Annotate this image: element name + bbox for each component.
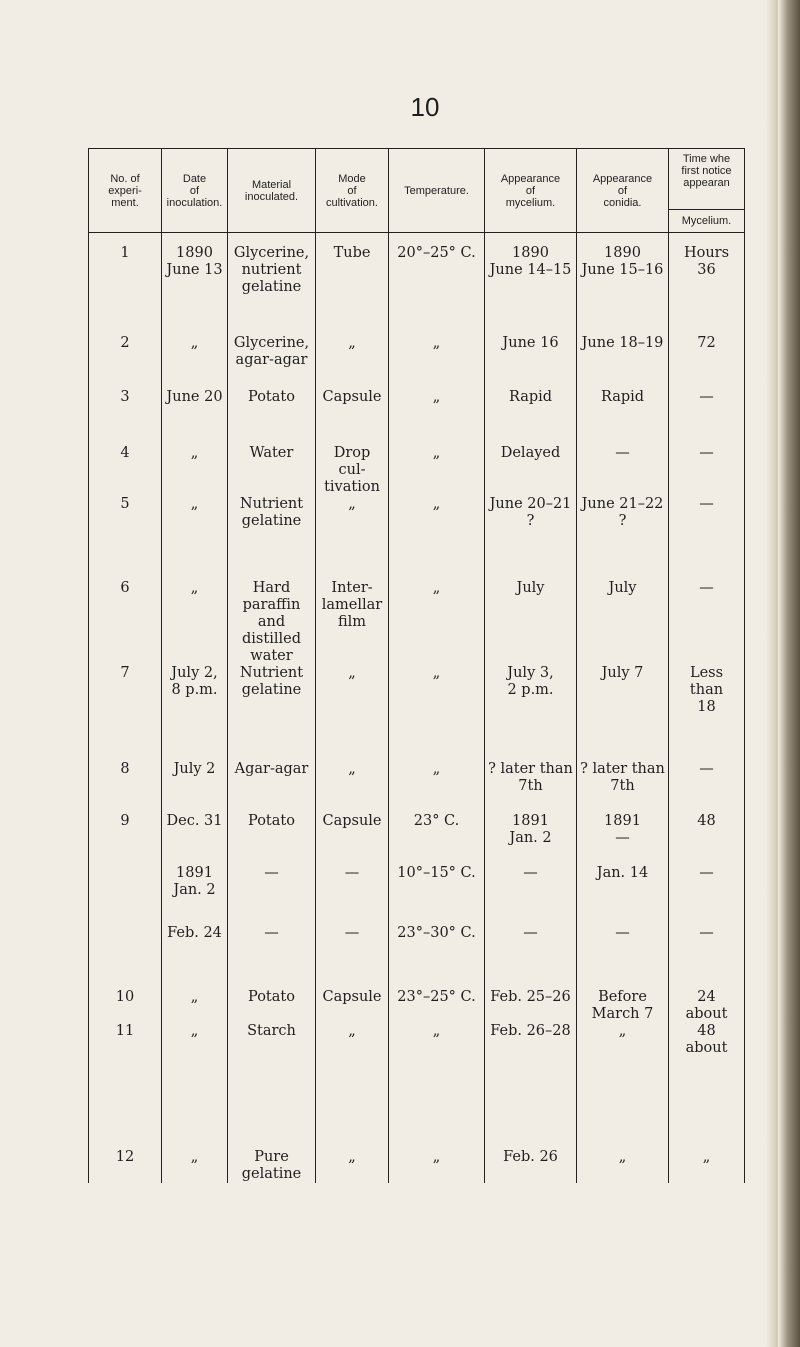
cell-time-noticed: 72 <box>669 335 745 389</box>
cell-inoculation-date: „ <box>162 1149 228 1183</box>
cell-material: Agar-agar <box>228 761 316 813</box>
page-number: 10 <box>410 92 440 122</box>
cell-time-noticed: — <box>669 496 745 580</box>
cell-conidia-appearance: ? later than 7th <box>577 761 669 813</box>
cell-mycelium-appearance: June 16 <box>485 335 577 389</box>
cell-cultivation-mode: Capsule <box>316 813 389 865</box>
cell-inoculation-date: Dec. 31 <box>162 813 228 865</box>
cell-material: Potato <box>228 389 316 445</box>
cell-conidia-appearance: Jan. 14 <box>577 865 669 925</box>
table-row <box>89 233 745 336</box>
table-row <box>89 989 745 1023</box>
cell-conidia-appearance: Rapid <box>577 389 669 445</box>
cell-material: Hard paraffin and distilled water <box>228 580 316 665</box>
cell-experiment-no: 8 <box>89 761 162 813</box>
cell-mycelium-appearance: Feb. 25–26 <box>485 989 577 1023</box>
cell-temperature: „ <box>389 580 485 665</box>
cell-cultivation-mode: Capsule <box>316 389 389 445</box>
cell-mycelium-appearance: 1891 Jan. 2 <box>485 813 577 865</box>
cell-time-noticed: — <box>669 865 745 925</box>
cell-inoculation-date: Feb. 24 <box>162 925 228 989</box>
cell-temperature: „ <box>389 445 485 496</box>
cell-conidia-appearance: June 18–19 <box>577 335 669 389</box>
cell-mycelium-appearance: ? later than 7th <box>485 761 577 813</box>
cell-conidia-appearance: 1891 — <box>577 813 669 865</box>
cell-conidia-appearance: — <box>577 445 669 496</box>
cell-conidia-appearance: Before March 7 <box>577 989 669 1023</box>
cell-temperature: „ <box>389 335 485 389</box>
cell-time-noticed: — <box>669 389 745 445</box>
cell-inoculation-date: „ <box>162 580 228 665</box>
cell-inoculation-date: „ <box>162 496 228 580</box>
cell-time-noticed: 24 about <box>669 989 745 1023</box>
cell-experiment-no: 12 <box>89 1149 162 1183</box>
cell-conidia-appearance: 1890 June 15–16 <box>577 233 669 336</box>
cell-material: Nutrient gelatine <box>228 665 316 761</box>
cell-experiment-no: 7 <box>89 665 162 761</box>
header-conidia-appearance: Appearance of conidia. <box>577 149 669 233</box>
table-row <box>89 813 745 865</box>
cell-cultivation-mode: „ <box>316 335 389 389</box>
table-row <box>89 761 745 813</box>
cell-temperature: 23°–25° C. <box>389 989 485 1023</box>
cell-experiment-no: 3 <box>89 389 162 445</box>
cell-material: Water <box>228 445 316 496</box>
cell-experiment-no: 11 <box>89 1023 162 1149</box>
page-edge-shadow <box>778 0 800 1347</box>
cell-conidia-appearance: June 21–22 ? <box>577 496 669 580</box>
cell-time-noticed: „ <box>669 1149 745 1183</box>
cell-conidia-appearance: „ <box>577 1023 669 1149</box>
cell-time-noticed: Hours 36 <box>669 233 745 336</box>
table-row <box>89 389 745 445</box>
cell-material: Pure gelatine <box>228 1149 316 1183</box>
cell-cultivation-mode: „ <box>316 665 389 761</box>
cell-cultivation-mode: „ <box>316 496 389 580</box>
cell-temperature: 10°–15° C. <box>389 865 485 925</box>
cell-mycelium-appearance: Feb. 26–28 <box>485 1023 577 1149</box>
cell-experiment-no: 4 <box>89 445 162 496</box>
cell-inoculation-date: „ <box>162 1023 228 1149</box>
cell-mycelium-appearance: 1890 June 14–15 <box>485 233 577 336</box>
cell-temperature: „ <box>389 761 485 813</box>
cell-mycelium-appearance: July <box>485 580 577 665</box>
cell-temperature: „ <box>389 1149 485 1183</box>
cell-mycelium-appearance: July 3, 2 p.m. <box>485 665 577 761</box>
cell-time-noticed: — <box>669 761 745 813</box>
cell-inoculation-date: 1890 June 13 <box>162 233 228 336</box>
cell-cultivation-mode: — <box>316 865 389 925</box>
cell-mycelium-appearance: Feb. 26 <box>485 1149 577 1183</box>
cell-material: Potato <box>228 813 316 865</box>
header-mycelium-appearance: Appearance of mycelium. <box>485 149 577 233</box>
cell-cultivation-mode: Capsule <box>316 989 389 1023</box>
cell-temperature: 23°–30° C. <box>389 925 485 989</box>
cell-inoculation-date: June 20 <box>162 389 228 445</box>
page-edge-highlight <box>766 0 778 1347</box>
cell-material: — <box>228 925 316 989</box>
cell-experiment-no: 1 <box>89 233 162 336</box>
cell-inoculation-date: July 2 <box>162 761 228 813</box>
header-mode-cultivation: Mode of cultivation. <box>316 149 389 233</box>
table-row <box>89 1149 745 1183</box>
cell-cultivation-mode: „ <box>316 1149 389 1183</box>
cell-cultivation-mode: Tube <box>316 233 389 336</box>
cell-temperature: „ <box>389 496 485 580</box>
cell-cultivation-mode: Inter- lamellar film <box>316 580 389 665</box>
header-time-mycelium: Mycelium. <box>669 210 745 233</box>
cell-experiment-no <box>89 865 162 925</box>
cell-mycelium-appearance: — <box>485 865 577 925</box>
cell-material: Glycerine, nutrient gelatine <box>228 233 316 336</box>
header-experiment-no: No. of experi- ment. <box>89 149 162 233</box>
cell-time-noticed: Less than 18 <box>669 665 745 761</box>
cell-material: — <box>228 865 316 925</box>
cell-experiment-no: 2 <box>89 335 162 389</box>
cell-temperature: 23° C. <box>389 813 485 865</box>
cell-inoculation-date: „ <box>162 989 228 1023</box>
table-row <box>89 865 745 925</box>
cell-temperature: „ <box>389 1023 485 1149</box>
header-date-inoculation: Date of inoculation. <box>162 149 228 233</box>
cell-cultivation-mode: „ <box>316 1023 389 1149</box>
cell-temperature: „ <box>389 389 485 445</box>
cell-inoculation-date: „ <box>162 445 228 496</box>
experiment-table <box>88 148 745 1183</box>
header-time-first-noticed: Time whe first notice appearan <box>669 149 745 210</box>
cell-experiment-no <box>89 925 162 989</box>
table-row <box>89 925 745 989</box>
cell-conidia-appearance: „ <box>577 1149 669 1183</box>
cell-experiment-no: 6 <box>89 580 162 665</box>
cell-inoculation-date: 1891 Jan. 2 <box>162 865 228 925</box>
table-row <box>89 665 745 761</box>
cell-conidia-appearance: — <box>577 925 669 989</box>
cell-cultivation-mode: Drop cul- tivation <box>316 445 389 496</box>
header-material: Material inoculated. <box>228 149 316 233</box>
cell-time-noticed: 48 about <box>669 1023 745 1149</box>
cell-material: Glycerine, agar-agar <box>228 335 316 389</box>
cell-temperature: 20°–25° C. <box>389 233 485 336</box>
cell-time-noticed: — <box>669 445 745 496</box>
cell-experiment-no: 10 <box>89 989 162 1023</box>
cell-time-noticed: — <box>669 925 745 989</box>
cell-mycelium-appearance: — <box>485 925 577 989</box>
table-row <box>89 445 745 496</box>
table-row <box>89 496 745 580</box>
cell-conidia-appearance: July <box>577 580 669 665</box>
table-row <box>89 1023 745 1149</box>
cell-material: Potato <box>228 989 316 1023</box>
cell-mycelium-appearance: Delayed <box>485 445 577 496</box>
cell-temperature: „ <box>389 665 485 761</box>
cell-mycelium-appearance: June 20–21 ? <box>485 496 577 580</box>
cell-experiment-no: 5 <box>89 496 162 580</box>
header-temperature: Temperature. <box>389 149 485 233</box>
cell-experiment-no: 9 <box>89 813 162 865</box>
cell-material: Nutrient gelatine <box>228 496 316 580</box>
cell-inoculation-date: July 2, 8 p.m. <box>162 665 228 761</box>
cell-inoculation-date: „ <box>162 335 228 389</box>
table-row <box>89 580 745 665</box>
cell-cultivation-mode: — <box>316 925 389 989</box>
cell-time-noticed: 48 <box>669 813 745 865</box>
table-row <box>89 335 745 389</box>
cell-conidia-appearance: July 7 <box>577 665 669 761</box>
cell-mycelium-appearance: Rapid <box>485 389 577 445</box>
cell-material: Starch <box>228 1023 316 1149</box>
cell-time-noticed: — <box>669 580 745 665</box>
cell-cultivation-mode: „ <box>316 761 389 813</box>
